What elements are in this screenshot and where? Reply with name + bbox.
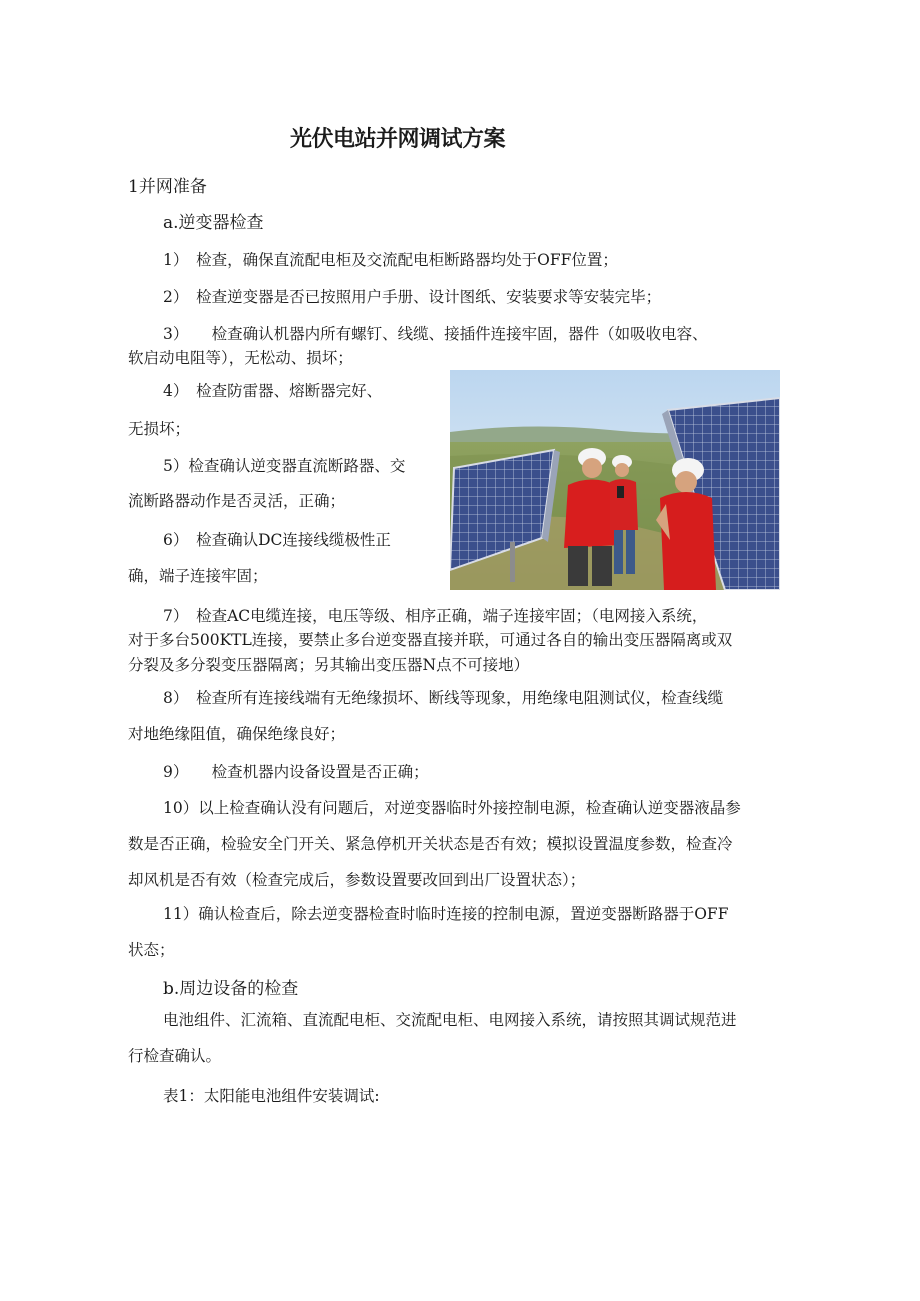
item-7-line2: 对于多台500KTL连接，要禁止多台逆变器直接并联，可通过各自的输出变压器隔离或双 (128, 631, 733, 649)
item-10-line1: 10）以上检查确认没有问题后，对逆变器临时外接控制电源，检查确认逆变器液晶参 (163, 799, 741, 817)
item-4-line1: 4） 检查防雷器、熔断器完好、 (163, 382, 383, 400)
item-1: 1） 检查，确保直流配电柜及交流配电柜断路器均处于OFF位置； (163, 251, 618, 269)
item-3-line1: 3） 检查确认机器内所有螺钉、线缆、接插件连接牢固，器件（如吸收电容、 (163, 325, 708, 343)
item-8-line1: 8） 检查所有连接线端有无绝缘损坏、断线等现象，用绝缘电阻测试仪，检查线缆 (163, 689, 724, 707)
section-heading: 1并网准备 (128, 177, 207, 197)
item-11-line2: 状态； (128, 941, 175, 959)
item-10-line2: 数是否正确，检验安全门开关、紧急停机开关状态是否有效；模拟设置温度参数，检查冷 (128, 835, 733, 853)
para-b-line2: 行检查确认。 (128, 1047, 222, 1065)
subsection-heading-a: a.逆变器检查 (163, 213, 264, 233)
item-3-line2: 软启动电阻等），无松动、损坏； (128, 349, 353, 367)
item-8-line2: 对地绝缘阻值，确保绝缘良好； (128, 725, 346, 743)
item-6-line1: 6） 检查确认DC连接线缆极性正 (163, 531, 391, 549)
item-6-line2: 确，端子连接牢固； (128, 567, 268, 585)
item-9: 9） 检查机器内设备设置是否正确； (163, 763, 429, 781)
item-5-line2: 流断路器动作是否灵活，正确； (128, 492, 346, 510)
table-caption: 表1：太阳能电池组件安装调试: (163, 1087, 380, 1105)
item-5-line1: 5）检查确认逆变器直流断路器、交 (163, 457, 406, 475)
page-title: 光伏电站并网调试方案 (290, 127, 506, 152)
subsection-heading-b: b.周边设备的检查 (163, 979, 299, 999)
para-b-line1: 电池组件、汇流箱、直流配电柜、交流配电柜、电网接入系统，请按照其调试规范进 (163, 1011, 737, 1029)
item-7-line1: 7） 检查AC电缆连接，电压等级、相序正确，端子连接牢固；（电网接入系统， (163, 607, 708, 625)
item-10-line3: 却风机是否有效（检查完成后，参数设置要改回到出厂设置状态）； (128, 871, 586, 889)
solar-workers-photo (450, 370, 780, 590)
item-7-line3: 分裂及多分裂变压器隔离；另其输出变压器N点不可接地） (128, 656, 530, 674)
item-11-line1: 11）确认检查后，除去逆变器检查时临时连接的控制电源，置逆变器断路器于OFF (163, 905, 729, 923)
item-4-line2: 无损坏； (128, 420, 191, 438)
item-2: 2） 检查逆变器是否已按照用户手册、设计图纸、安装要求等安装完毕； (163, 288, 662, 306)
